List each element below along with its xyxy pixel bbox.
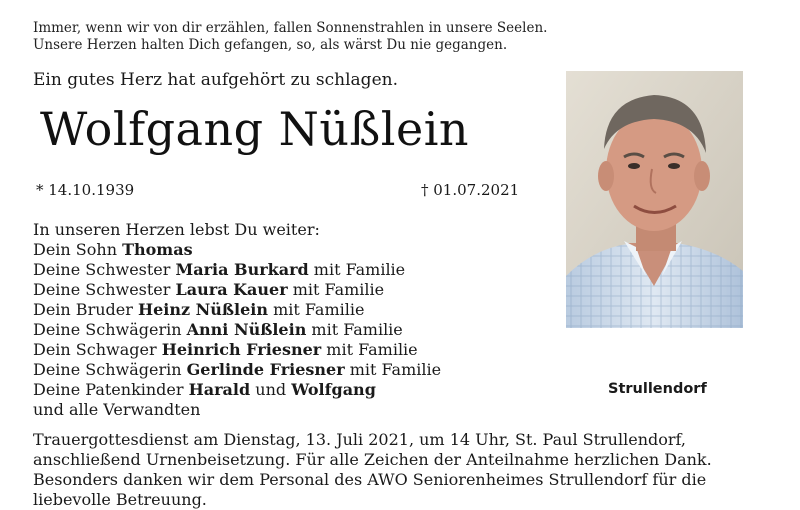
funeral-notice: Trauergottesdienst am Dienstag, 13. Juli 2021, um 14 Uhr, St. Paul Strullendorf, anschließend Urnenbeisetzung. Für alle Zeichen der Anteilnahme herzlichen Dank. Besonders danken wir dem Personal des AWO Seniorenheimes Strullendorf für die liebevolle Betreuung. <box>33 430 712 509</box>
quote-line-1: Immer, wenn wir von dir erzählen, fallen Sonnenstrahlen in unsere Seelen. <box>33 20 548 36</box>
member-name: Anni Nüßlein <box>186 320 307 339</box>
opening-quote <box>33 20 547 54</box>
quote-line-2: Unsere Herzen halten Dich gefangen, so, als wärst Du nie gegangen. <box>33 37 508 53</box>
family-member-4: Dein Bruder Heinz Nüßlein mit Familie <box>33 300 365 319</box>
family-member-5: Deine Schwägerin Anni Nüßlein mit Familie <box>33 320 403 339</box>
family-godchildren: Deine Patenkinder Harald und Wolfgang <box>33 380 376 399</box>
family-list <box>33 220 441 420</box>
member-name: Gerlinde Friesner <box>186 360 345 379</box>
death-date: † 01.07.2021 <box>421 181 520 199</box>
family-member-6: Dein Schwager Heinrich Friesner mit Familie <box>33 340 418 359</box>
member-name: Heinz Nüßlein <box>137 300 269 319</box>
place-name: Strullendorf <box>608 381 707 397</box>
member-name: Laura Kauer <box>175 280 288 299</box>
portrait-photo <box>566 71 743 328</box>
family-heading: In unseren Herzen lebst Du weiter: <box>33 220 320 239</box>
intro-text: Ein gutes Herz hat aufgehört zu schlagen. <box>33 70 398 90</box>
member-name: Harald <box>188 380 251 399</box>
family-member-1: Dein Sohn Thomas <box>33 240 193 259</box>
member-name: Heinrich Friesner <box>161 340 322 359</box>
family-member-3: Deine Schwester Laura Kauer mit Familie <box>33 280 385 299</box>
family-member-2: Deine Schwester Maria Burkard mit Familie <box>33 260 406 279</box>
family-member-7: Deine Schwägerin Gerlinde Friesner mit Familie <box>33 360 442 379</box>
member-name: Maria Burkard <box>175 260 309 279</box>
portrait-illustration <box>566 71 743 328</box>
member-name: Wolfgang <box>291 380 376 399</box>
member-name: Thomas <box>122 240 193 259</box>
birth-date: * 14.10.1939 <box>36 181 135 199</box>
family-closing: und alle Verwandten <box>33 400 201 419</box>
deceased-name: Wolfgang Nüßlein <box>40 102 470 156</box>
